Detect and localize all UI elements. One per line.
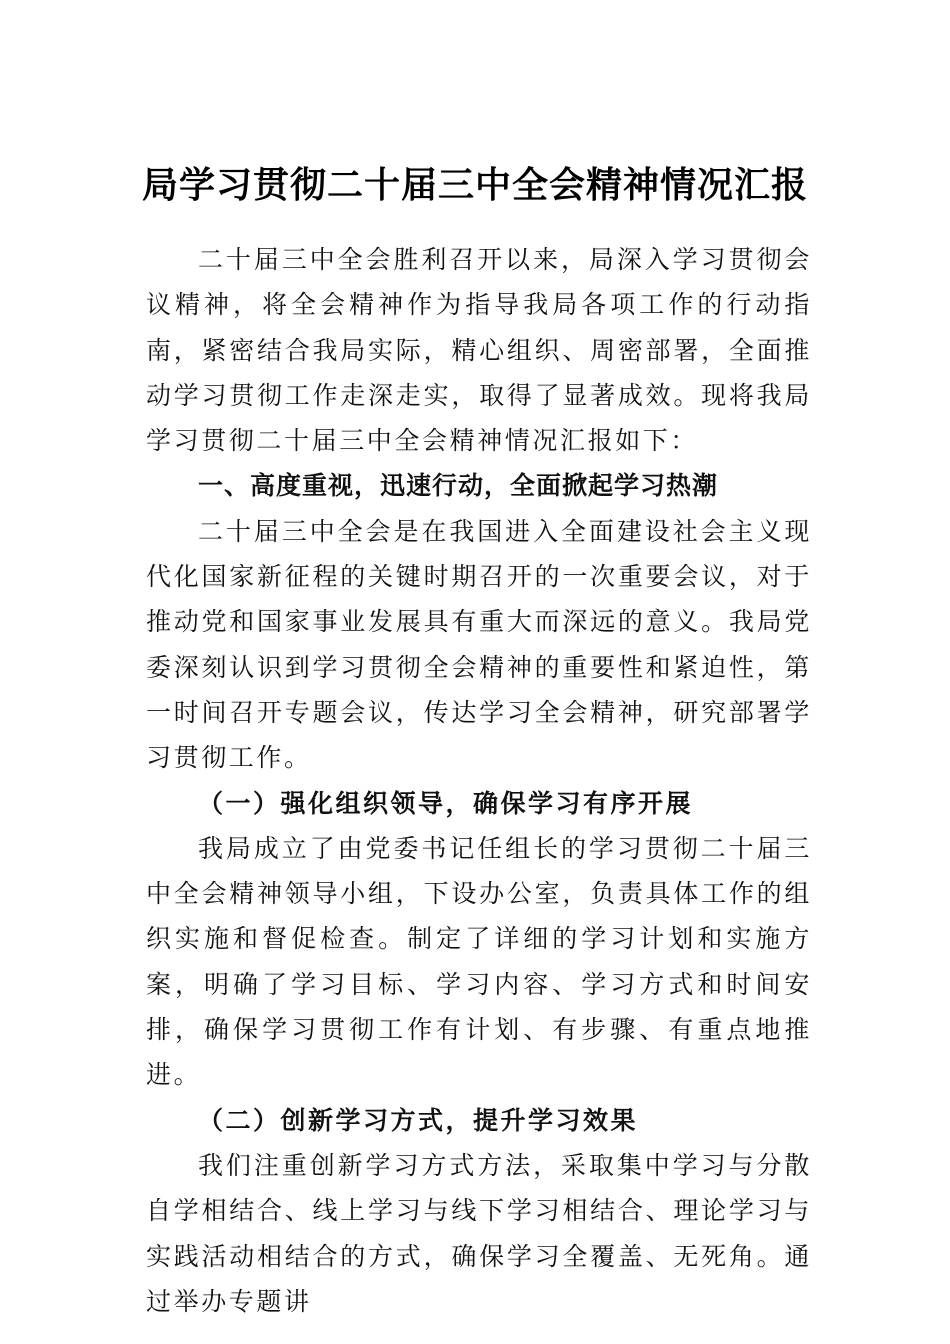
paragraph-section-1: 二十届三中全会是在我国进入全面建设社会主义现代化国家新征程的关键时期召开的一次重要会议，对于推动党和国家事业发展具有重大而深远的意义。我局党委深刻认识到学习贯彻全会精神的重要性和紧迫性，第一时间召开专题会议，传达学习全会精神，研究部署学习贯彻工作。: [146, 516, 812, 773]
subsection-heading-1: （一）强化组织领导，确保学习有序开展: [198, 788, 694, 818]
paragraph-subsection-2: 我们注重创新学习方式方法，采取集中学习与分散自学相结合、线上学习与线下学习相结合、理论学习与实践活动相结合的方式，确保学习全覆盖、无死角。通过举办专题讲: [146, 1150, 812, 1316]
document-body: [146, 237, 812, 1324]
subsection-heading-2: （二）创新学习方式，提升学习效果: [198, 1105, 639, 1135]
document-title: 局学习贯彻二十届三中全会精神情况汇报: [141, 164, 808, 206]
paragraph-intro: 二十届三中全会胜利召开以来，局深入学习贯彻会议精神，将全会精神作为指导我局各项工作的行动指南，紧密结合我局实际，精心组织、周密部署，全面推动学习贯彻工作走深走实，取得了显著成效。现将我局学习贯彻二十届三中全会精神情况汇报如下：: [146, 245, 812, 456]
section-heading-1: 一、高度重视，迅速行动，全面掀起学习热潮: [198, 471, 719, 501]
paragraph-subsection-1: 我局成立了由党委书记任组长的学习贯彻二十届三中全会精神领导小组，下设办公室，负责具体工作的组织实施和督促检查。制定了详细的学习计划和实施方案，明确了学习目标、学习内容、学习方式和时间安排，确保学习贯彻工作有计划、有步骤、有重点地推进。: [146, 833, 812, 1090]
